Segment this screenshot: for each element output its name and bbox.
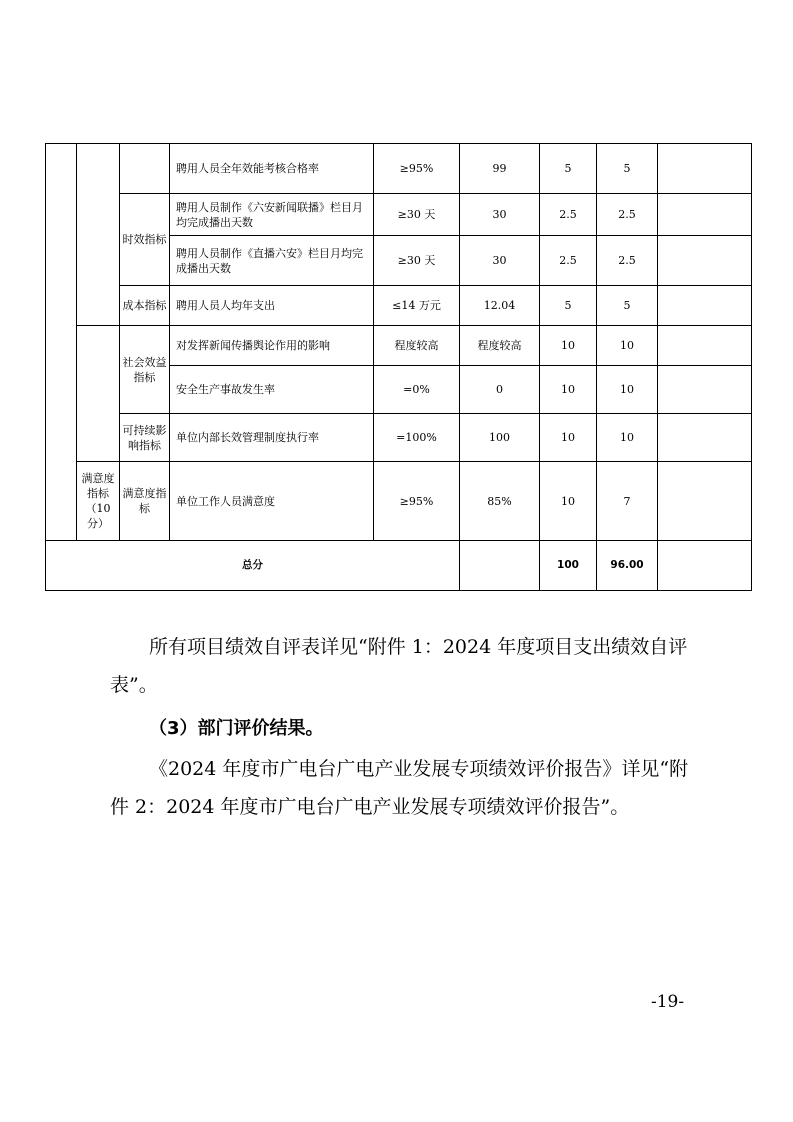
paragraph-attachment-2: 《2024 年度市广电台广电产业发展专项绩效评价报告》详见“附件 2：2024 年度市广电台广电产业发展专项绩效评价报告”。 (110, 758, 689, 818)
score-cell: 2.5 (597, 236, 658, 286)
weight-cell: 10 (540, 414, 597, 462)
indicator-cell: 安全生产事故发生率 (170, 366, 374, 414)
note-cell (658, 462, 752, 541)
note-cell (658, 366, 752, 414)
note-cell (658, 286, 752, 326)
actual-cell: 30 (460, 194, 540, 236)
score-cell: 2.5 (597, 194, 658, 236)
target-cell: =100% (374, 414, 460, 462)
weight-cell: 10 (540, 366, 597, 414)
table-row (46, 194, 752, 236)
weight-cell: 5 (540, 286, 597, 326)
page-number: -19- (651, 992, 685, 1012)
note-cell (658, 144, 752, 194)
level3-label: 社会效益指标 (120, 326, 170, 414)
indicator-cell: 聘用人员制作《直播六安》栏目月均完成播出天数 (170, 236, 374, 286)
table-row (46, 414, 752, 462)
target-cell: =0% (374, 366, 460, 414)
target-cell: ≥30 天 (374, 236, 460, 286)
note-cell (658, 414, 752, 462)
level3-cell (120, 144, 170, 194)
actual-cell: 30 (460, 236, 540, 286)
weight-cell: 5 (540, 144, 597, 194)
level3-label: 成本指标 (120, 286, 170, 326)
weight-cell: 10 (540, 462, 597, 541)
weight-cell: 10 (540, 326, 597, 366)
level2-label: 满意度指标（10分） (77, 462, 120, 541)
total-row (46, 541, 752, 591)
level2-cell (77, 326, 120, 462)
indicator-cell: 聘用人员全年效能考核合格率 (170, 144, 374, 194)
actual-cell: 99 (460, 144, 540, 194)
section-heading: （3）部门评价结果。 (149, 718, 324, 739)
total-weight: 100 (540, 541, 597, 591)
level3-label: 可持续影响指标 (120, 414, 170, 462)
target-cell: 程度较高 (374, 326, 460, 366)
note-cell (658, 194, 752, 236)
table-row (46, 326, 752, 366)
weight-cell: 2.5 (540, 194, 597, 236)
score-cell: 10 (597, 326, 658, 366)
score-cell: 7 (597, 462, 658, 541)
table-row (46, 286, 752, 326)
actual-cell: 程度较高 (460, 326, 540, 366)
level3-label: 时效指标 (120, 194, 170, 286)
score-cell: 10 (597, 414, 658, 462)
target-cell: ≤14 万元 (374, 286, 460, 326)
score-cell: 10 (597, 366, 658, 414)
indicator-cell: 单位内部长效管理制度执行率 (170, 414, 374, 462)
total-score: 96.00 (597, 541, 658, 591)
indicator-cell: 单位工作人员满意度 (170, 462, 374, 541)
table-row (46, 144, 752, 194)
total-label: 总分 (46, 541, 460, 591)
note-cell (658, 326, 752, 366)
performance-table (45, 143, 752, 591)
actual-cell: 0 (460, 366, 540, 414)
total-actual-cell (460, 541, 540, 591)
indicator-cell: 对发挥新闻传播舆论作用的影响 (170, 326, 374, 366)
total-note-cell (658, 541, 752, 591)
target-cell: ≥95% (374, 144, 460, 194)
indicator-cell: 聘用人员制作《六安新闻联播》栏目月均完成播出天数 (170, 194, 374, 236)
note-cell (658, 236, 752, 286)
table-row (46, 462, 752, 541)
paragraph-attachment-1: 所有项目绩效自评表详见“附件 1：2024 年度项目支出绩效自评表”。 (110, 636, 688, 696)
actual-cell: 100 (460, 414, 540, 462)
actual-cell: 85% (460, 462, 540, 541)
weight-cell: 2.5 (540, 236, 597, 286)
actual-cell: 12.04 (460, 286, 540, 326)
level1-cell (46, 144, 77, 541)
level3-label: 满意度指标 (120, 462, 170, 541)
target-cell: ≥95% (374, 462, 460, 541)
target-cell: ≥30 天 (374, 194, 460, 236)
score-cell: 5 (597, 286, 658, 326)
level2-cell (77, 144, 120, 326)
score-cell: 5 (597, 144, 658, 194)
indicator-cell: 聘用人员人均年支出 (170, 286, 374, 326)
